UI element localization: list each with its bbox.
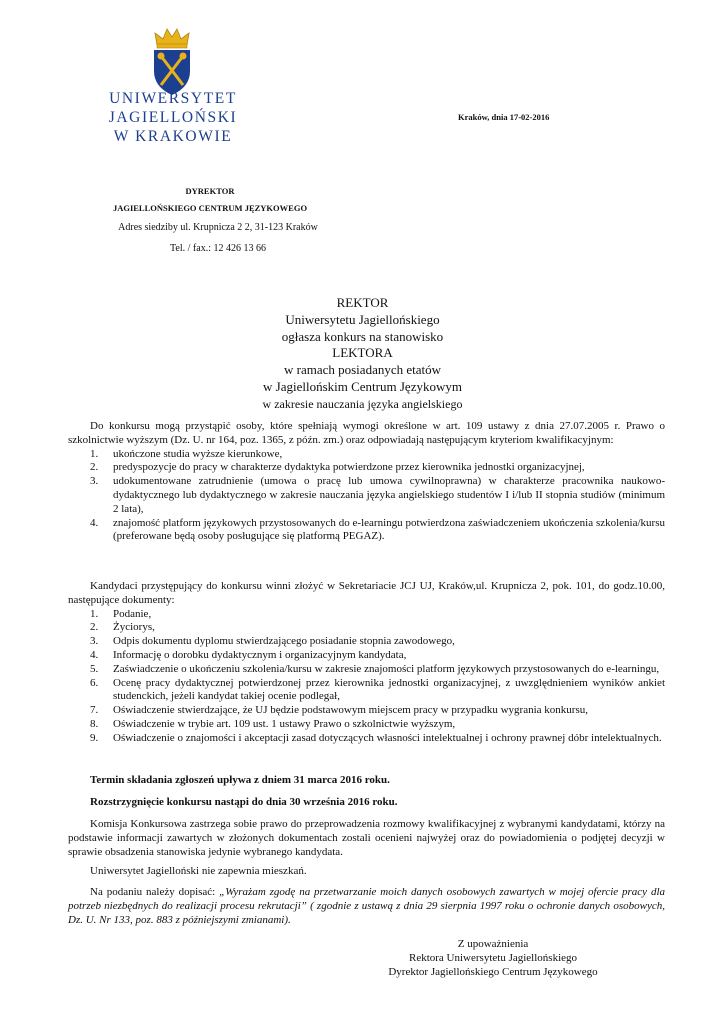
list-item: 3. udokumentowane zatrudnienie (umowa o pracę lub umowa cywilnoprawna) w charakterze pracownika naukowo-dydaktycznego lub dydaktycznego w zakresie nauczania języka angielskiego studentów I i/lub II stopnia studiów (minimum 2 lata), — [90, 475, 665, 515]
signature-block — [378, 937, 608, 979]
signature-line1: Z upoważnienia — [457, 938, 529, 950]
commission-text: Komisja Konkursowa zastrzega sobie prawo do przeprowadzenia rozmowy kwalifikacyjnej z wybranymi kandydatami, którzy na podstawie informacji zawartych w złożonych dokumentach zostali ocenieni najwyżej oraz do powiadomienia o podjętej decyzji w sprawie obsadzenia stanowiska jedynie wybranego kandydata. — [68, 818, 665, 858]
intro-paragraph: Do konkursu mogą przystąpić osoby, które spełniają wymogi określone w art. 109 ustawy z dnia 27.07.2005 r. Prawo o szkolnictwie wyższym (Dz. U. nr 164, poz. 1365, z późn. zm.) oraz odpowiadają następującym kryteriom kwalifikacyjnym: — [68, 420, 665, 446]
heading-line6: w Jagiellońskim Centrum Językowym — [263, 378, 462, 394]
telephone: Tel. / fax.: 12 426 13 66 — [170, 243, 266, 254]
consent-clause: „Wyrażam zgodę na przetwarzanie moich danych osobowych zawartych w mojej ofercie pracy dla potrzeb niezbędnych do realizacji procesu rekrutacji” ( zgodnie z ustawą z dnia 29 sierpnia 1997 roku o ochronie danych osobowych, Dz. U. Nr 133, poz. 883 z późniejszymi zmianami). — [68, 886, 665, 926]
consent-section — [68, 886, 665, 927]
documents-list — [68, 608, 665, 746]
heading-line2: Uniwersytetu Jagiellońskiego — [285, 311, 440, 327]
list-item: 1. Podanie, — [90, 607, 152, 620]
university-crest-logo — [150, 25, 194, 97]
commission-section — [68, 818, 665, 859]
list-item: 4. znajomość platform językowych przystosowanych do e-learningu potwierdzona zaświadczeniem ukończenia szkolenia/kursu (preferowane będą osoby posługujące się platformą PEGAZ). — [90, 516, 665, 543]
heading-line3: ogłasza konkurs na stanowisko — [281, 328, 444, 344]
heading-line5: w ramach posiadanych etatów — [283, 362, 442, 378]
heading-line4: LEKTORA — [332, 345, 393, 361]
documents-intro: Kandydaci przystępujący do konkursu winni złożyć w Sekretariacie JCJ UJ, Kraków,ul. Krupnicza 2, pok. 101, do godz.10.00, następujące dokumenty: — [68, 580, 665, 606]
criteria-list — [68, 448, 665, 545]
resolution-section — [68, 796, 665, 810]
university-name — [68, 89, 278, 146]
deadline-section — [68, 774, 665, 788]
list-item: 8. Oświadczenie w trybie art. 109 ust. 1 ustawy Prawo o szkolnictwie wyższym, — [90, 717, 456, 730]
list-item: 2. predyspozycje do pracy w charakterze dydaktyka potwierdzone przez kierownika jednostki organizacyjnej, — [90, 461, 585, 474]
list-item: 2. Życiorys, — [90, 621, 155, 634]
documents-section — [68, 580, 665, 746]
criteria-section — [68, 420, 665, 544]
signature-line3: Dyrektor Jagiellońskiego Centrum Językowego — [388, 966, 598, 978]
list-item: 1. ukończone studia wyższe kierunkowe, — [90, 447, 283, 460]
list-item: 3. Odpis dokumentu dyplomu stwierdzającego posiadanie stopnia zawodowego, — [90, 635, 455, 648]
heading-line1: REKTOR — [336, 295, 389, 310]
list-item: 9. Oświadczenie o znajomości i akceptacji zasad dotyczących własności intelektualnej i ochrony prawnej dóbr intelektualnych. — [90, 731, 662, 744]
list-item: 5. Zaświadczenie o ukończeniu szkolenia/kursu w zakresie znajomości platform językowych przystosowanych do e-learningu, — [90, 662, 660, 675]
list-item: 6. Ocenę pracy dydaktycznej potwierdzonej przez kierownika jednostki organizacyjnej, z uwzględnieniem wyników ankiet studenckich, jeżeli kandydat takiej ocenie podlegał, — [90, 676, 665, 703]
announcement-subject: w zakresie nauczania języka angielskiego — [262, 397, 463, 411]
document-date: Kraków, dnia 17-02-2016 — [458, 112, 550, 122]
consent-prefix: Na podaniu należy dopisać: — [90, 886, 220, 898]
list-item: 7. Oświadczenie stwierdzające, że UJ będzie podstawowym miejscem pracy w przypadku wygrania konkursu, — [90, 704, 588, 717]
consent-paragraph — [68, 886, 665, 927]
resolution-text: Rozstrzygnięcie konkursu nastąpi do dnia 30 września 2016 roku. — [90, 796, 398, 808]
director-unit: JAGIELLOŃSKIEGO CENTRUM JĘZYKOWEGO — [112, 203, 308, 213]
housing-text: Uniwersytet Jagielloński nie zapewnia mieszkań. — [90, 865, 307, 877]
director-title: DYREKTOR — [185, 186, 235, 196]
housing-section — [68, 865, 665, 879]
address: Adres siedziby ul. Krupnicza 2 2, 31-123 Kraków — [118, 222, 318, 233]
university-name-line2: W KRAKOWIE — [113, 128, 233, 145]
deadline-text: Termin składania zgłoszeń upływa z dniem 31 marca 2016 roku. — [90, 774, 390, 786]
announcement-heading — [0, 295, 725, 396]
signature-line2: Rektora Uniwersytetu Jagiellońskiego — [408, 952, 578, 964]
university-name-line1: UNIWERSYTET JAGIELLOŃSKI — [108, 90, 238, 126]
list-item: 4. Informację o dorobku dydaktycznym i organizacyjnym kandydata, — [90, 648, 407, 661]
